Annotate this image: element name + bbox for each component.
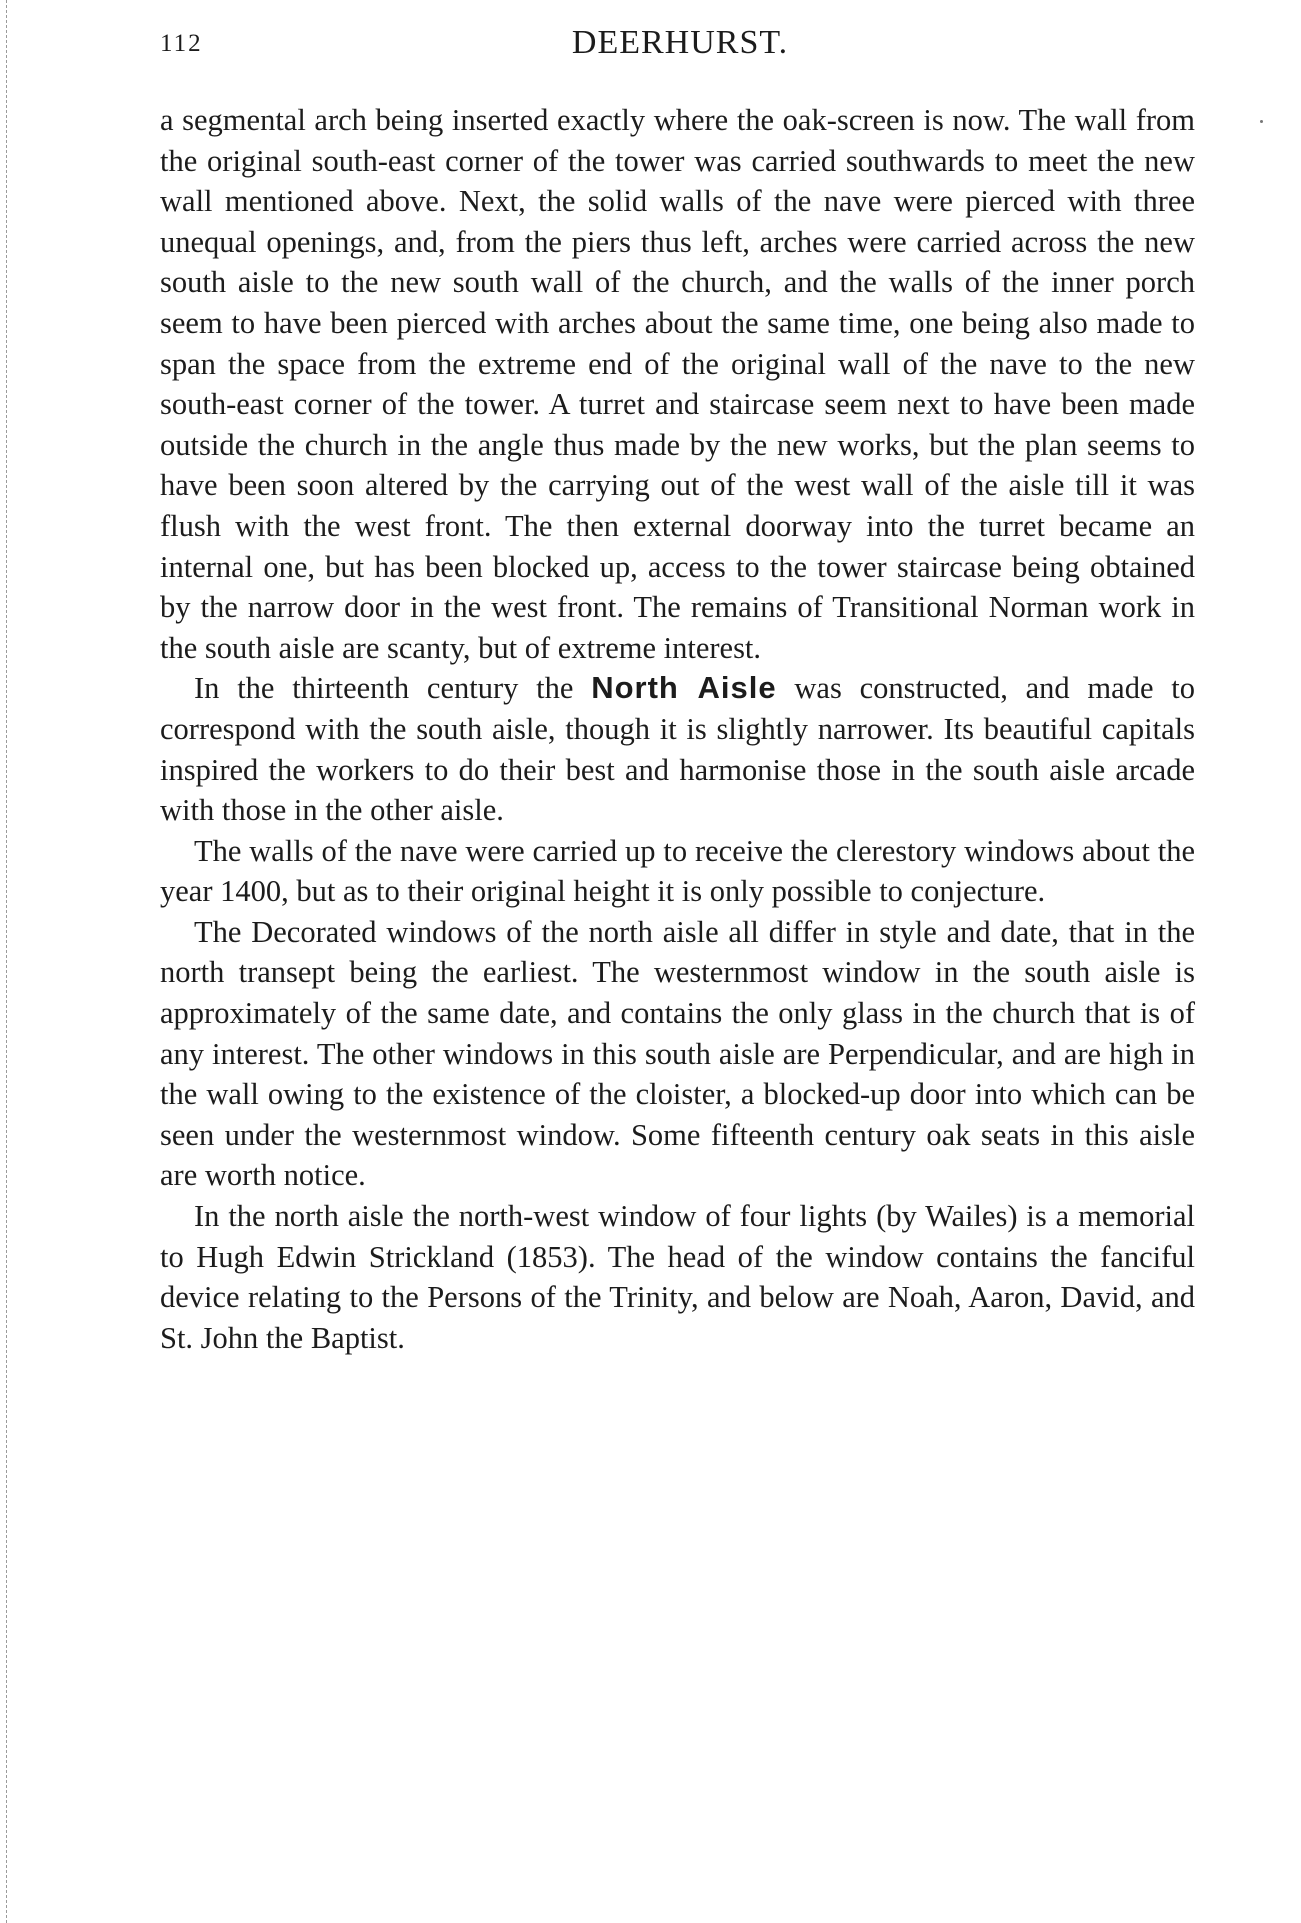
paragraph-5: In the north aisle the north-west window of four lights (by Wailes) is a memorial to Hugh Edwin Strickland (1853). The head of the window contains the fanciful device relating to the Persons of the Trinity, and below are Noah, Aaron, David, and St. John the Baptist. xyxy=(160,1199,1195,1355)
page-number: 112 xyxy=(160,30,203,57)
page-header xyxy=(160,24,1200,64)
paragraph-4: The Decorated windows of the north aisle all differ in style and date, that in the north transept being the earliest. The westernmost window in the south aisle is approximately of the same date, and contains the only glass in the church that is of any interest. The other windows in this south aisle are Perpendicular, and are high in the wall owing to the existence of the cloister, a blocked-up door into which can be seen under the westernmost window. Some fifteenth century oak seats in this aisle are worth notice. xyxy=(160,914,1195,1193)
paper-speck xyxy=(1260,120,1263,123)
paragraph-2-lead: In the thirteenth century the xyxy=(194,671,592,706)
gutter-line xyxy=(6,0,7,1923)
paragraph-2 xyxy=(160,668,1195,830)
paragraph-1: a segmental arch being inserted exactly where the oak-screen is now. The wall from the original south-east corner of the tower was carried southwards to meet the new wall mentioned above. Next, the solid walls of the nave were pierced with three unequal openings, and, from the piers thus left, arches were carried across the new south aisle to the new south wall of the church, and the walls of the inner porch seem to have been pierced with arches about the same time, one being also made to span the space from the extreme end of the original wall of the nave to the new south-east corner of the tower. A turret and staircase seem next to have been made outside the church in the angle thus made by the new works, but the plan seems to have been soon altered by the carrying out of the west wall of the aisle till it was flush with the west front. The then external doorway into the turret became an internal one, but has been blocked up, access to the tower staircase being obtained by the narrow door in the west front. The remains of Transitional Norman work in the south aisle are scanty, but of extreme interest. xyxy=(160,103,1195,665)
paragraph-3: The walls of the nave were carried up to receive the clerestory windows about the year 1400, but as to their original height it is only possible to conjecture. xyxy=(160,833,1195,909)
body-text xyxy=(160,100,1195,1358)
paragraph-2-rest: was constructed, and made to correspond with the south aisle, though it is slightly narrower. Its beautiful capitals inspired the workers to do their best and harmonise those in the south aisle arcade with those in the other aisle. xyxy=(160,671,1195,828)
running-title: DEERHURST. xyxy=(571,24,789,61)
sidehead-north-aisle: North Aisle xyxy=(591,670,777,706)
